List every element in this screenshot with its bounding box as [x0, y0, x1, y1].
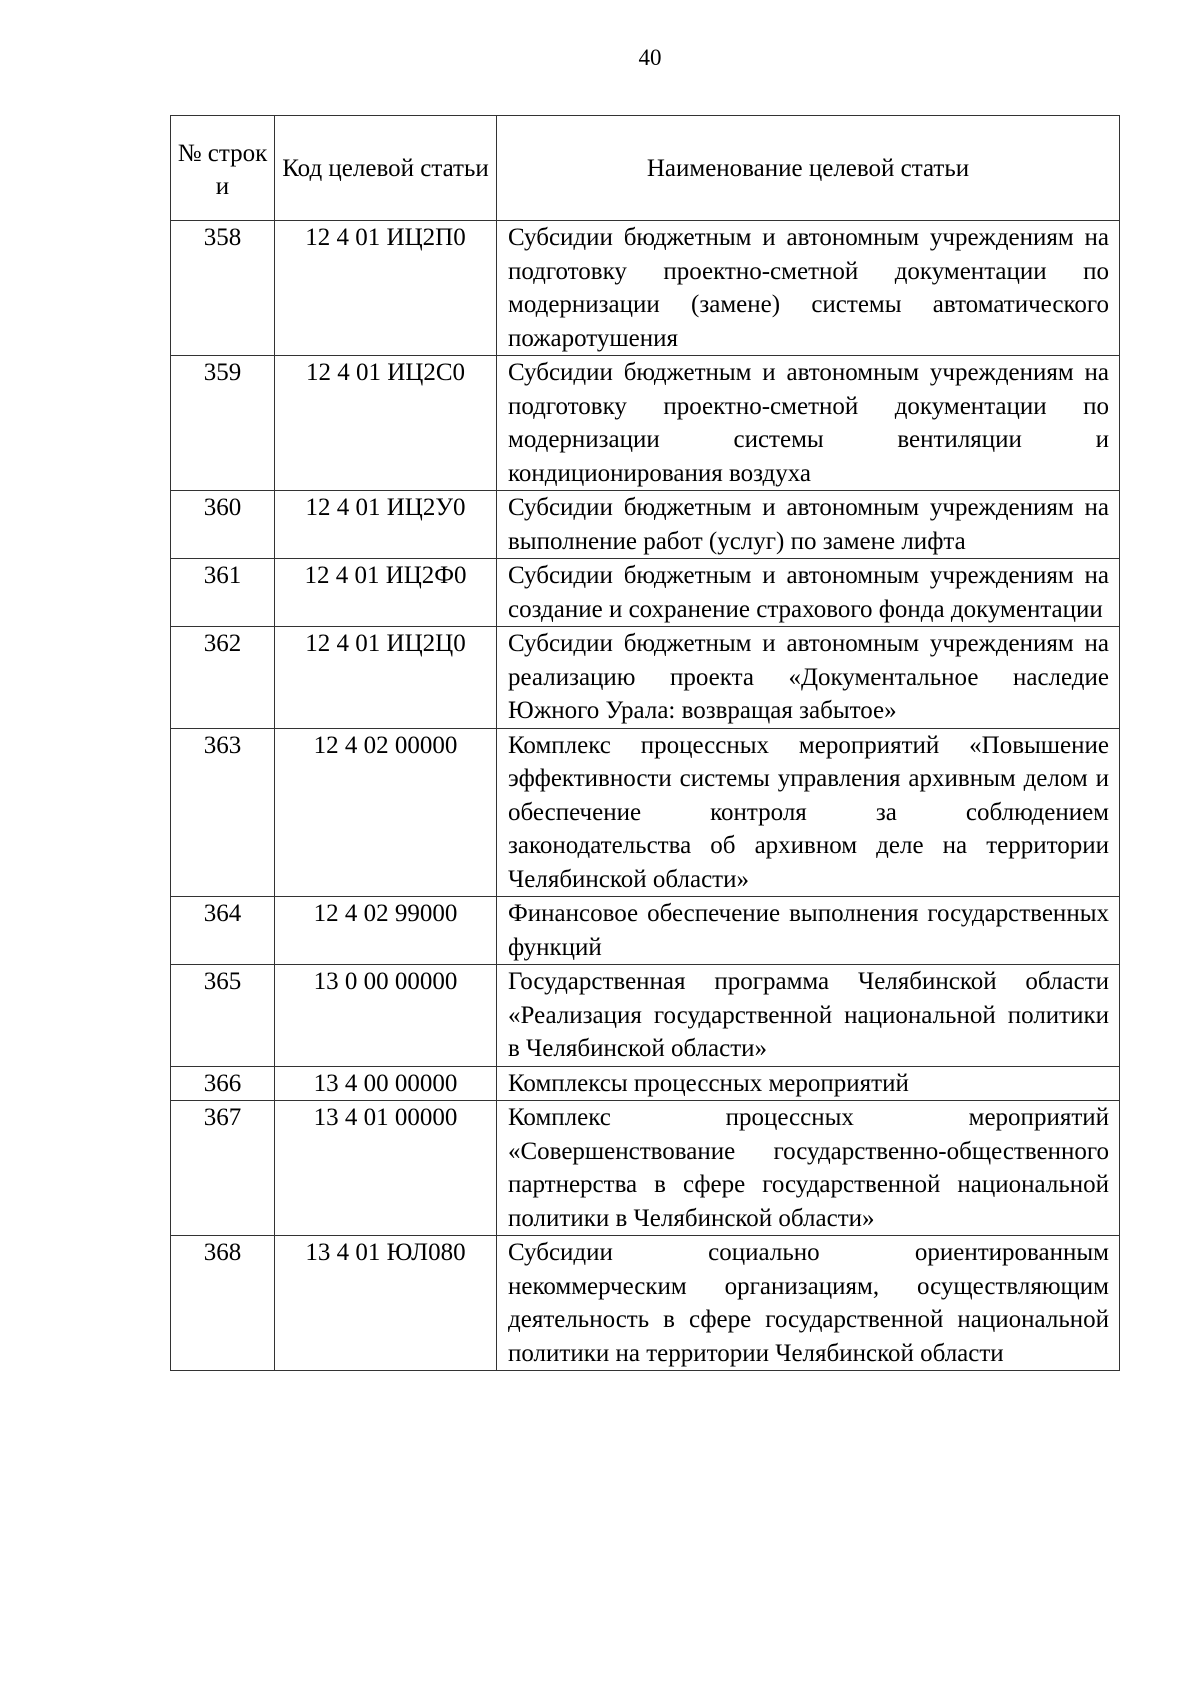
article-name: Комплекс процессных мероприятий «Совершенствование государственно-общественного партнерства в сфере государственной национальной политики в Челябинской области»	[497, 1101, 1120, 1236]
row-number: 365	[171, 965, 275, 1067]
row-number: 359	[171, 356, 275, 491]
table-header	[171, 116, 1120, 221]
table-row	[171, 627, 1120, 729]
article-name: Субсидии бюджетным и автономным учреждениям на создание и сохранение страхового фонда документации	[497, 559, 1120, 627]
article-code: 12 4 02 00000	[275, 728, 497, 897]
article-code: 12 4 01 ИЦ2Ф0	[275, 559, 497, 627]
article-name: Финансовое обеспечение выполнения государственных функций	[497, 897, 1120, 965]
article-code: 13 4 01 00000	[275, 1101, 497, 1236]
row-number: 360	[171, 491, 275, 559]
table-row	[171, 559, 1120, 627]
table-row	[171, 1066, 1120, 1101]
article-name: Субсидии социально ориентированным некоммерческим организациям, осуществляющим деятельность в сфере государственной национальной политики на территории Челябинской области	[497, 1236, 1120, 1371]
article-name: Субсидии бюджетным и автономным учреждениям на реализацию проекта «Документальное наследие Южного Урала: возвращая забытое»	[497, 627, 1120, 729]
table-row	[171, 491, 1120, 559]
table-row	[171, 221, 1120, 356]
header-article-name: Наименование целевой статьи	[497, 116, 1120, 221]
row-number: 361	[171, 559, 275, 627]
article-code: 12 4 01 ИЦ2С0	[275, 356, 497, 491]
table-body	[171, 221, 1120, 1371]
table-row	[171, 897, 1120, 965]
article-name: Государственная программа Челябинской области «Реализация государственной национальной политики в Челябинской области»	[497, 965, 1120, 1067]
page-number: 40	[638, 45, 662, 70]
row-number: 358	[171, 221, 275, 356]
table-row	[171, 965, 1120, 1067]
article-name: Комплекс процессных мероприятий «Повышение эффективности системы управления архивным делом и обеспечение контроля за соблюдением законодательства об архивном деле на территории Челябинской области»	[497, 728, 1120, 897]
article-name: Комплексы процессных мероприятий	[497, 1066, 1120, 1101]
row-number: 367	[171, 1101, 275, 1236]
article-code: 13 4 00 00000	[275, 1066, 497, 1101]
row-number: 362	[171, 627, 275, 729]
article-code: 12 4 01 ИЦ2Ц0	[275, 627, 497, 729]
target-articles-table	[170, 115, 1120, 1371]
header-article-code: Код целевой статьи	[275, 116, 497, 221]
article-code: 13 4 01 ЮЛ080	[275, 1236, 497, 1371]
table-row	[171, 1101, 1120, 1236]
header-row	[171, 116, 1120, 221]
article-name: Субсидии бюджетным и автономным учреждениям на подготовку проектно-сметной документации по модернизации (замене) системы автоматического пожаротушения	[497, 221, 1120, 356]
article-code: 13 0 00 00000	[275, 965, 497, 1067]
table-row	[171, 356, 1120, 491]
article-code: 12 4 01 ИЦ2П0	[275, 221, 497, 356]
table-row	[171, 1236, 1120, 1371]
row-number: 363	[171, 728, 275, 897]
header-row-number: № строк и	[171, 116, 275, 221]
article-code: 12 4 01 ИЦ2У0	[275, 491, 497, 559]
article-name: Субсидии бюджетным и автономным учреждениям на выполнение работ (услуг) по замене лифта	[497, 491, 1120, 559]
row-number: 364	[171, 897, 275, 965]
article-code: 12 4 02 99000	[275, 897, 497, 965]
table-row	[171, 728, 1120, 897]
row-number: 366	[171, 1066, 275, 1101]
article-name: Субсидии бюджетным и автономным учреждениям на подготовку проектно-сметной документации по модернизации системы вентиляции и кондиционирования воздуха	[497, 356, 1120, 491]
row-number: 368	[171, 1236, 275, 1371]
